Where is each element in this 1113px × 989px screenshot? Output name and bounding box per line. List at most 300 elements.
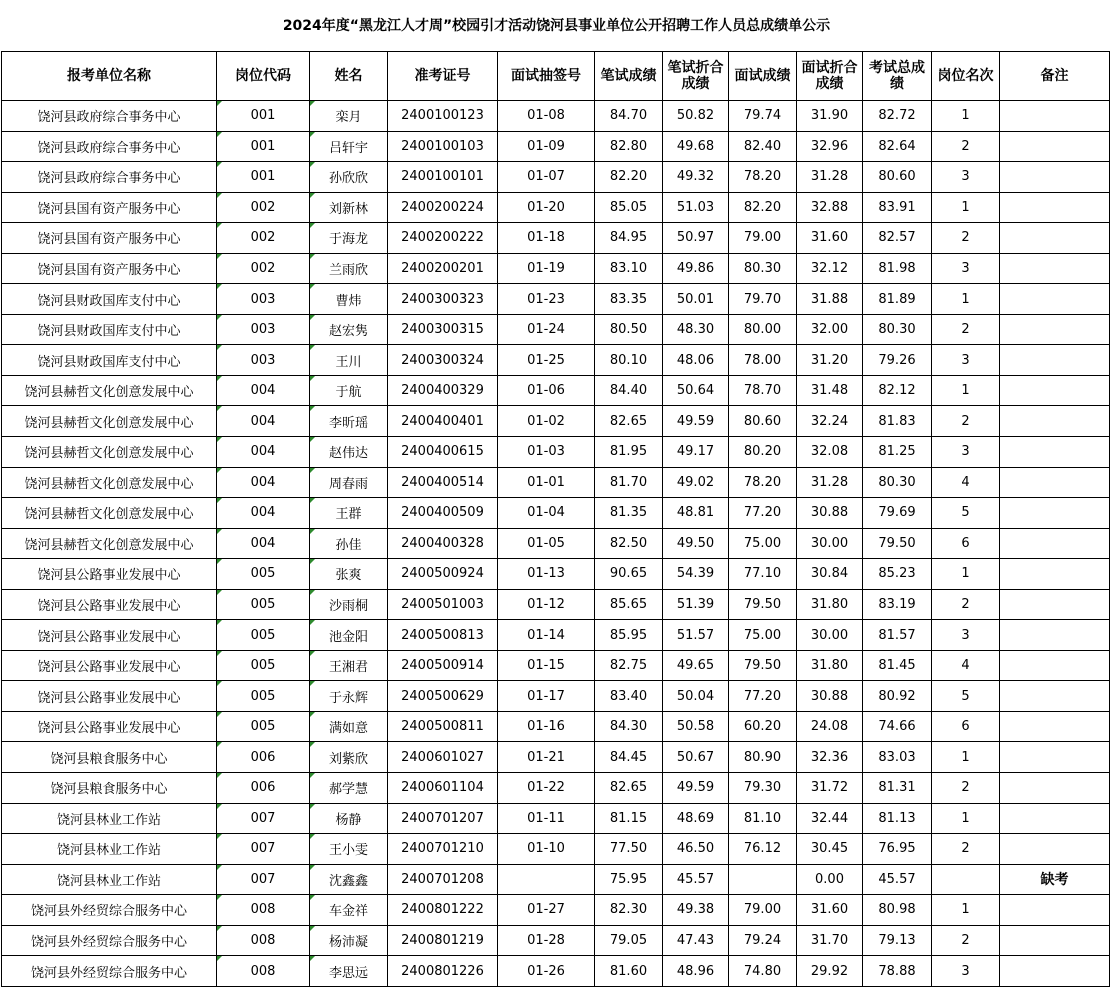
cell-written-converted: 49.17	[663, 437, 729, 468]
table-row	[2, 162, 1110, 193]
cell-total-score: 82.72	[863, 101, 932, 132]
table-row	[2, 956, 1110, 987]
cell-name: 池金阳	[310, 620, 388, 651]
cell-remarks	[1000, 711, 1110, 742]
cell-unit: 饶河县粮食服务中心	[2, 773, 217, 804]
cell-remarks	[1000, 589, 1110, 620]
cell-unit: 饶河县公路事业发展中心	[2, 681, 217, 712]
cell-interview-draw: 01-22	[498, 773, 595, 804]
cell-unit: 饶河县国有资产服务中心	[2, 223, 217, 254]
cell-interview-draw: 01-06	[498, 375, 595, 406]
cell-unit: 饶河县粮食服务中心	[2, 742, 217, 773]
cell-name: 杨静	[310, 803, 388, 834]
cell-exam-id: 2400701210	[388, 834, 498, 865]
cell-position-code: 006	[217, 773, 310, 804]
cell-unit: 饶河县外经贸综合服务中心	[2, 956, 217, 987]
cell-unit: 饶河县公路事业发展中心	[2, 620, 217, 651]
table-row	[2, 895, 1110, 926]
cell-exam-id: 2400701208	[388, 864, 498, 895]
cell-rank: 5	[932, 681, 1000, 712]
cell-name: 曹炜	[310, 284, 388, 315]
cell-interview-score: 80.90	[729, 742, 797, 773]
cell-interview-converted: 31.90	[797, 101, 863, 132]
cell-written-score: 85.95	[595, 620, 663, 651]
cell-interview-converted: 29.92	[797, 956, 863, 987]
cell-total-score: 81.57	[863, 620, 932, 651]
table-row	[2, 406, 1110, 437]
cell-rank: 6	[932, 528, 1000, 559]
cell-rank: 1	[932, 803, 1000, 834]
cell-interview-score: 77.10	[729, 559, 797, 590]
cell-written-score: 81.15	[595, 803, 663, 834]
cell-written-score: 79.05	[595, 925, 663, 956]
cell-rank: 2	[932, 925, 1000, 956]
cell-interview-converted: 32.36	[797, 742, 863, 773]
cell-written-score: 82.50	[595, 528, 663, 559]
cell-interview-draw: 01-11	[498, 803, 595, 834]
header-exam-id: 准考证号	[388, 52, 498, 101]
cell-total-score: 80.98	[863, 895, 932, 926]
cell-remarks: 缺考	[1000, 864, 1110, 895]
cell-interview-converted: 32.00	[797, 314, 863, 345]
cell-interview-converted: 32.44	[797, 803, 863, 834]
cell-interview-score: 82.40	[729, 131, 797, 162]
cell-exam-id: 2400200224	[388, 192, 498, 223]
cell-written-converted: 50.97	[663, 223, 729, 254]
cell-rank: 3	[932, 620, 1000, 651]
cell-unit: 饶河县政府综合事务中心	[2, 101, 217, 132]
cell-interview-converted: 30.88	[797, 681, 863, 712]
cell-interview-draw: 01-01	[498, 467, 595, 498]
cell-rank: 1	[932, 192, 1000, 223]
cell-written-converted: 49.59	[663, 406, 729, 437]
cell-unit: 饶河县赫哲文化创意发展中心	[2, 467, 217, 498]
cell-unit: 饶河县财政国库支付中心	[2, 314, 217, 345]
table-row	[2, 131, 1110, 162]
cell-exam-id: 2400100101	[388, 162, 498, 193]
cell-interview-converted: 31.60	[797, 895, 863, 926]
cell-interview-draw: 01-24	[498, 314, 595, 345]
table-row	[2, 864, 1110, 895]
cell-written-converted: 48.30	[663, 314, 729, 345]
cell-position-code: 004	[217, 498, 310, 529]
cell-written-converted: 49.65	[663, 650, 729, 681]
cell-interview-draw: 01-28	[498, 925, 595, 956]
cell-written-converted: 47.43	[663, 925, 729, 956]
cell-written-converted: 49.86	[663, 253, 729, 284]
cell-remarks	[1000, 650, 1110, 681]
cell-written-converted: 49.02	[663, 467, 729, 498]
cell-total-score: 79.50	[863, 528, 932, 559]
cell-interview-score: 80.20	[729, 437, 797, 468]
cell-position-code: 001	[217, 101, 310, 132]
cell-interview-draw: 01-08	[498, 101, 595, 132]
cell-unit: 饶河县公路事业发展中心	[2, 711, 217, 742]
cell-interview-converted: 31.80	[797, 650, 863, 681]
cell-rank: 4	[932, 467, 1000, 498]
table-row	[2, 711, 1110, 742]
cell-interview-converted: 32.96	[797, 131, 863, 162]
cell-written-score: 82.65	[595, 406, 663, 437]
cell-interview-converted: 31.48	[797, 375, 863, 406]
cell-interview-converted: 30.00	[797, 620, 863, 651]
header-remarks: 备注	[1000, 52, 1110, 101]
cell-written-converted: 46.50	[663, 834, 729, 865]
cell-interview-converted: 31.28	[797, 467, 863, 498]
table-row	[2, 345, 1110, 376]
cell-position-code: 004	[217, 437, 310, 468]
cell-name: 沙雨桐	[310, 589, 388, 620]
cell-written-score: 82.30	[595, 895, 663, 926]
cell-name: 栾月	[310, 101, 388, 132]
score-table	[1, 51, 1110, 987]
cell-position-code: 002	[217, 223, 310, 254]
cell-position-code: 003	[217, 284, 310, 315]
cell-written-score: 82.75	[595, 650, 663, 681]
cell-unit: 饶河县林业工作站	[2, 864, 217, 895]
cell-name: 孙欣欣	[310, 162, 388, 193]
cell-remarks	[1000, 528, 1110, 559]
table-row	[2, 742, 1110, 773]
cell-interview-draw: 01-25	[498, 345, 595, 376]
cell-remarks	[1000, 681, 1110, 712]
table-row	[2, 528, 1110, 559]
cell-position-code: 002	[217, 192, 310, 223]
cell-interview-draw: 01-02	[498, 406, 595, 437]
cell-total-score: 78.88	[863, 956, 932, 987]
cell-remarks	[1000, 284, 1110, 315]
table-row	[2, 773, 1110, 804]
cell-total-score: 81.89	[863, 284, 932, 315]
table-row	[2, 253, 1110, 284]
cell-exam-id: 2400801226	[388, 956, 498, 987]
cell-name: 于航	[310, 375, 388, 406]
cell-name: 满如意	[310, 711, 388, 742]
cell-written-converted: 49.38	[663, 895, 729, 926]
cell-interview-draw: 01-07	[498, 162, 595, 193]
cell-exam-id: 2400601104	[388, 773, 498, 804]
header-unit: 报考单位名称	[2, 52, 217, 101]
cell-total-score: 79.26	[863, 345, 932, 376]
table-row	[2, 467, 1110, 498]
cell-interview-score: 77.20	[729, 681, 797, 712]
cell-rank: 2	[932, 406, 1000, 437]
cell-name: 吕轩宇	[310, 131, 388, 162]
cell-written-score: 80.50	[595, 314, 663, 345]
header-written-converted: 笔试折合成绩	[663, 52, 729, 101]
table-row	[2, 375, 1110, 406]
cell-written-converted: 45.57	[663, 864, 729, 895]
cell-total-score: 81.13	[863, 803, 932, 834]
cell-written-converted: 50.01	[663, 284, 729, 315]
table-row	[2, 620, 1110, 651]
cell-unit: 饶河县林业工作站	[2, 834, 217, 865]
table-row	[2, 223, 1110, 254]
cell-written-score: 81.60	[595, 956, 663, 987]
cell-interview-converted: 31.72	[797, 773, 863, 804]
page-title: 2024年度“黑龙江人才周”校园引才活动饶河县事业单位公开招聘工作人员总成绩单公示	[282, 18, 831, 34]
table-row	[2, 192, 1110, 223]
cell-total-score: 76.95	[863, 834, 932, 865]
cell-position-code: 007	[217, 834, 310, 865]
cell-written-score: 80.10	[595, 345, 663, 376]
cell-rank: 2	[932, 834, 1000, 865]
cell-interview-draw: 01-12	[498, 589, 595, 620]
cell-rank: 1	[932, 101, 1000, 132]
cell-exam-id: 2400400329	[388, 375, 498, 406]
cell-interview-converted: 32.24	[797, 406, 863, 437]
cell-interview-score: 79.00	[729, 895, 797, 926]
cell-interview-draw: 01-19	[498, 253, 595, 284]
cell-interview-converted: 31.28	[797, 162, 863, 193]
cell-written-score: 75.95	[595, 864, 663, 895]
cell-written-converted: 49.50	[663, 528, 729, 559]
cell-interview-score: 79.50	[729, 589, 797, 620]
cell-exam-id: 2400400509	[388, 498, 498, 529]
cell-interview-draw: 01-03	[498, 437, 595, 468]
header-written-score: 笔试成绩	[595, 52, 663, 101]
cell-total-score: 83.03	[863, 742, 932, 773]
cell-exam-id: 2400500914	[388, 650, 498, 681]
cell-written-score: 90.65	[595, 559, 663, 590]
cell-unit: 饶河县政府综合事务中心	[2, 162, 217, 193]
cell-remarks	[1000, 131, 1110, 162]
cell-written-score: 83.40	[595, 681, 663, 712]
cell-unit: 饶河县公路事业发展中心	[2, 589, 217, 620]
cell-remarks	[1000, 375, 1110, 406]
cell-interview-score: 75.00	[729, 528, 797, 559]
cell-total-score: 79.69	[863, 498, 932, 529]
cell-interview-score: 79.70	[729, 284, 797, 315]
cell-remarks	[1000, 314, 1110, 345]
cell-exam-id: 2400300323	[388, 284, 498, 315]
table-header-row	[2, 52, 1110, 101]
cell-position-code: 003	[217, 345, 310, 376]
cell-remarks	[1000, 223, 1110, 254]
table-row	[2, 925, 1110, 956]
cell-total-score: 82.64	[863, 131, 932, 162]
cell-written-converted: 48.69	[663, 803, 729, 834]
header-total-score: 考试总成绩	[863, 52, 932, 101]
cell-written-converted: 51.39	[663, 589, 729, 620]
cell-interview-converted: 32.08	[797, 437, 863, 468]
cell-unit: 饶河县国有资产服务中心	[2, 253, 217, 284]
cell-exam-id: 2400701207	[388, 803, 498, 834]
cell-written-converted: 49.59	[663, 773, 729, 804]
cell-written-converted: 50.67	[663, 742, 729, 773]
cell-remarks	[1000, 162, 1110, 193]
table-row	[2, 314, 1110, 345]
cell-name: 刘紫欣	[310, 742, 388, 773]
cell-interview-draw: 01-09	[498, 131, 595, 162]
cell-exam-id: 2400400401	[388, 406, 498, 437]
cell-position-code: 002	[217, 253, 310, 284]
cell-rank: 2	[932, 223, 1000, 254]
cell-exam-id: 2400300324	[388, 345, 498, 376]
cell-name: 沈鑫鑫	[310, 864, 388, 895]
cell-name: 周春雨	[310, 467, 388, 498]
cell-name: 李昕瑶	[310, 406, 388, 437]
cell-unit: 饶河县财政国库支付中心	[2, 284, 217, 315]
cell-name: 郝学慧	[310, 773, 388, 804]
cell-written-converted: 50.58	[663, 711, 729, 742]
cell-position-code: 007	[217, 864, 310, 895]
cell-position-code: 006	[217, 742, 310, 773]
cell-exam-id: 2400400328	[388, 528, 498, 559]
header-rank: 岗位名次	[932, 52, 1000, 101]
cell-interview-score: 80.00	[729, 314, 797, 345]
cell-rank: 5	[932, 498, 1000, 529]
cell-total-score: 80.92	[863, 681, 932, 712]
cell-interview-draw: 01-18	[498, 223, 595, 254]
cell-remarks	[1000, 253, 1110, 284]
cell-written-converted: 51.57	[663, 620, 729, 651]
cell-name: 王群	[310, 498, 388, 529]
cell-name: 王小雯	[310, 834, 388, 865]
cell-exam-id: 2400100123	[388, 101, 498, 132]
cell-name: 张爽	[310, 559, 388, 590]
cell-interview-score: 76.12	[729, 834, 797, 865]
cell-written-score: 83.10	[595, 253, 663, 284]
cell-remarks	[1000, 345, 1110, 376]
cell-name: 赵宏隽	[310, 314, 388, 345]
cell-written-score: 82.20	[595, 162, 663, 193]
cell-written-score: 84.30	[595, 711, 663, 742]
cell-interview-score: 79.30	[729, 773, 797, 804]
cell-interview-score: 78.20	[729, 162, 797, 193]
table-row	[2, 559, 1110, 590]
cell-total-score: 85.23	[863, 559, 932, 590]
cell-rank: 3	[932, 253, 1000, 284]
cell-name: 车金祥	[310, 895, 388, 926]
cell-name: 杨沛凝	[310, 925, 388, 956]
cell-rank: 1	[932, 895, 1000, 926]
cell-interview-draw: 01-13	[498, 559, 595, 590]
table-row	[2, 834, 1110, 865]
cell-written-score: 81.95	[595, 437, 663, 468]
cell-interview-score: 81.10	[729, 803, 797, 834]
cell-name: 李思远	[310, 956, 388, 987]
cell-unit: 饶河县国有资产服务中心	[2, 192, 217, 223]
cell-total-score: 81.45	[863, 650, 932, 681]
cell-interview-converted: 24.08	[797, 711, 863, 742]
cell-rank: 6	[932, 711, 1000, 742]
cell-interview-draw: 01-26	[498, 956, 595, 987]
cell-unit: 饶河县外经贸综合服务中心	[2, 895, 217, 926]
cell-name: 赵伟达	[310, 437, 388, 468]
cell-interview-score: 82.20	[729, 192, 797, 223]
cell-total-score: 81.25	[863, 437, 932, 468]
cell-total-score: 82.57	[863, 223, 932, 254]
cell-interview-score: 75.00	[729, 620, 797, 651]
cell-exam-id: 2400400615	[388, 437, 498, 468]
cell-rank: 3	[932, 437, 1000, 468]
cell-position-code: 005	[217, 589, 310, 620]
table-row	[2, 101, 1110, 132]
cell-exam-id: 2400500813	[388, 620, 498, 651]
table-row	[2, 803, 1110, 834]
cell-exam-id: 2400501003	[388, 589, 498, 620]
cell-remarks	[1000, 101, 1110, 132]
cell-interview-score: 79.24	[729, 925, 797, 956]
cell-exam-id: 2400801219	[388, 925, 498, 956]
cell-remarks	[1000, 498, 1110, 529]
cell-written-converted: 51.03	[663, 192, 729, 223]
cell-written-converted: 48.81	[663, 498, 729, 529]
cell-name: 王湘君	[310, 650, 388, 681]
cell-interview-score: 79.00	[729, 223, 797, 254]
cell-exam-id: 2400601027	[388, 742, 498, 773]
cell-written-score: 85.65	[595, 589, 663, 620]
cell-position-code: 001	[217, 162, 310, 193]
cell-written-score: 85.05	[595, 192, 663, 223]
cell-exam-id: 2400100103	[388, 131, 498, 162]
cell-unit: 饶河县财政国库支付中心	[2, 345, 217, 376]
cell-written-converted: 49.68	[663, 131, 729, 162]
cell-remarks	[1000, 437, 1110, 468]
cell-name: 王川	[310, 345, 388, 376]
cell-remarks	[1000, 742, 1110, 773]
cell-interview-converted: 32.88	[797, 192, 863, 223]
cell-interview-converted: 31.20	[797, 345, 863, 376]
cell-interview-draw: 01-05	[498, 528, 595, 559]
cell-interview-score	[729, 864, 797, 895]
header-interview-score: 面试成绩	[729, 52, 797, 101]
cell-interview-draw: 01-23	[498, 284, 595, 315]
cell-interview-score: 74.80	[729, 956, 797, 987]
cell-remarks	[1000, 895, 1110, 926]
cell-interview-score: 79.50	[729, 650, 797, 681]
header-interview-draw: 面试抽签号	[498, 52, 595, 101]
cell-remarks	[1000, 834, 1110, 865]
cell-unit: 饶河县赫哲文化创意发展中心	[2, 528, 217, 559]
cell-written-score: 82.80	[595, 131, 663, 162]
cell-interview-score: 80.60	[729, 406, 797, 437]
cell-written-score: 81.70	[595, 467, 663, 498]
cell-position-code: 004	[217, 528, 310, 559]
cell-total-score: 83.91	[863, 192, 932, 223]
cell-written-converted: 50.82	[663, 101, 729, 132]
cell-rank: 2	[932, 314, 1000, 345]
cell-position-code: 004	[217, 467, 310, 498]
cell-unit: 饶河县公路事业发展中心	[2, 650, 217, 681]
cell-interview-converted: 30.00	[797, 528, 863, 559]
cell-rank: 3	[932, 162, 1000, 193]
cell-position-code: 004	[217, 375, 310, 406]
cell-position-code: 007	[217, 803, 310, 834]
cell-interview-score: 78.70	[729, 375, 797, 406]
cell-unit: 饶河县赫哲文化创意发展中心	[2, 437, 217, 468]
cell-written-score: 84.70	[595, 101, 663, 132]
cell-total-score: 81.31	[863, 773, 932, 804]
cell-written-score: 83.35	[595, 284, 663, 315]
cell-unit: 饶河县林业工作站	[2, 803, 217, 834]
cell-total-score: 79.13	[863, 925, 932, 956]
cell-interview-converted: 31.80	[797, 589, 863, 620]
cell-total-score: 81.83	[863, 406, 932, 437]
cell-interview-score: 77.20	[729, 498, 797, 529]
cell-interview-score: 78.00	[729, 345, 797, 376]
cell-written-score: 84.95	[595, 223, 663, 254]
cell-interview-converted: 30.88	[797, 498, 863, 529]
header-name: 姓名	[310, 52, 388, 101]
cell-exam-id: 2400200201	[388, 253, 498, 284]
cell-remarks	[1000, 192, 1110, 223]
cell-unit: 饶河县赫哲文化创意发展中心	[2, 406, 217, 437]
cell-exam-id: 2400500811	[388, 711, 498, 742]
cell-total-score: 80.30	[863, 467, 932, 498]
cell-interview-converted: 32.12	[797, 253, 863, 284]
